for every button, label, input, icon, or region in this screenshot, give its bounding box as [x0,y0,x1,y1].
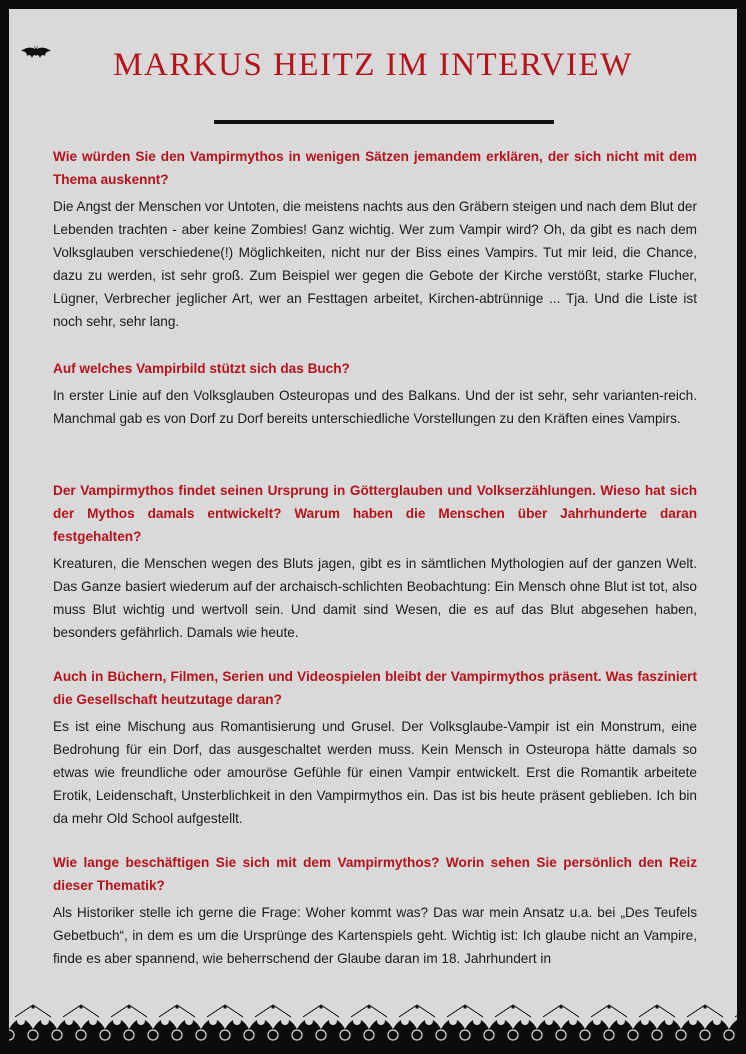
qa-block-5 [53,851,697,970]
answer-2: In erster Linie auf den Volksglauben Osteuropas und des Balkans. Und der ist sehr, sehr varianten-reich. Manchmal gab es von Dorf zu Dorf bereits unterschiedliche Vorstellungen zu den Kräften eines Vampirs. [53,388,697,426]
answer-5: Als Historiker stelle ich gerne die Frage: Woher kommt was? Das war mein Ansatz u.a. bei „Des Teufels Gebetbuch“, in dem es um die Ursprünge des Kartenspiels geht. Wichtig ist: Ich glaube nicht an Vampire, finde es aber spannend, wie beherrschend der Glaube daran im 18. Jahrhundert in [53,905,697,966]
qa-block-2 [53,357,697,430]
interview-page [9,9,737,1045]
question-1: Wie würden Sie den Vampirmythos in wenigen Sätzen jemandem erklären, der sich nicht mit dem Thema auskennt? [53,149,697,187]
answer-1: Die Angst der Menschen vor Untoten, die meistens nachts aus den Gräbern steigen und nach dem Blut der Lebenden trachten - aber keine Zombies! Ganz wichtig. Wer zum Vampir wird? Oh, da gibt es nach dem Volksglauben verschiedene(!) Möglichkeiten, nicht nur der Biss eines Vampirs. Tut mir leid, die Chance, dazu zu werden, ist sehr groß. Zum Beispiel wer gegen die Gebote der Kirche verstößt, starke Flucher, Lügner, Verbrecher jeglicher Art, wer an Festtagen arbeitet, Kirchen-abtrünnige ... Tja. Und die Liste ist noch sehr, sehr lang. [53,199,697,329]
qa-block-1 [53,145,697,333]
qa-block-4 [53,665,697,830]
question-5: Wie lange beschäftigen Sie sich mit dem Vampirmythos? Worin sehen Sie persönlich den Reiz dieser Thematik? [53,855,697,893]
lace-border-decoration [9,995,737,1045]
question-2: Auf welches Vampirbild stützt sich das Buch? [53,361,350,376]
title-divider [214,120,554,124]
page-title: MARKUS HEITZ IM INTERVIEW [113,47,633,83]
answer-3: Kreaturen, die Menschen wegen des Bluts jagen, gibt es in sämtlichen Mythologien auf der ganzen Welt. Das Ganze basiert wiederum auf der archaisch-schlichten Beobachtung: Ein Mensch ohne Blut ist tot, also muss Blut wichtig und wertvoll sein. Und damit sind Wesen, die es auf das Blut abgesehen haben, besonders gefährlich. Damals wie heute. [53,556,697,640]
answer-4: Es ist eine Mischung aus Romantisierung und Grusel. Der Volksglaube-Vampir ist ein Monstrum, eine Bedrohung für ein Dorf, das ausgeschaltet werden muss. Kein Mensch in Osteuropa hätte damals so etwas wie freundliche oder amouröse Gefühle für einen Vampir entwickelt. Erst die Romantik arbeitete Erotik, Leidenschaft, Unsterblichkeit in den Vampirmythos ein. Das ist bis heute präsent geblieben. Ich bin da mehr Old School aufgestellt. [53,719,697,826]
question-4: Auch in Büchern, Filmen, Serien und Videospielen bleibt der Vampirmythos präsent. Was fasziniert die Gesellschaft heutzutage daran? [53,669,697,707]
question-3: Der Vampirmythos findet seinen Ursprung in Götterglauben und Volkserzählungen. Wieso hat sich der Mythos damals entwickelt? Warum haben die Menschen über Jahrhunderte daran festgehalten? [53,483,697,544]
qa-block-3 [53,479,697,644]
